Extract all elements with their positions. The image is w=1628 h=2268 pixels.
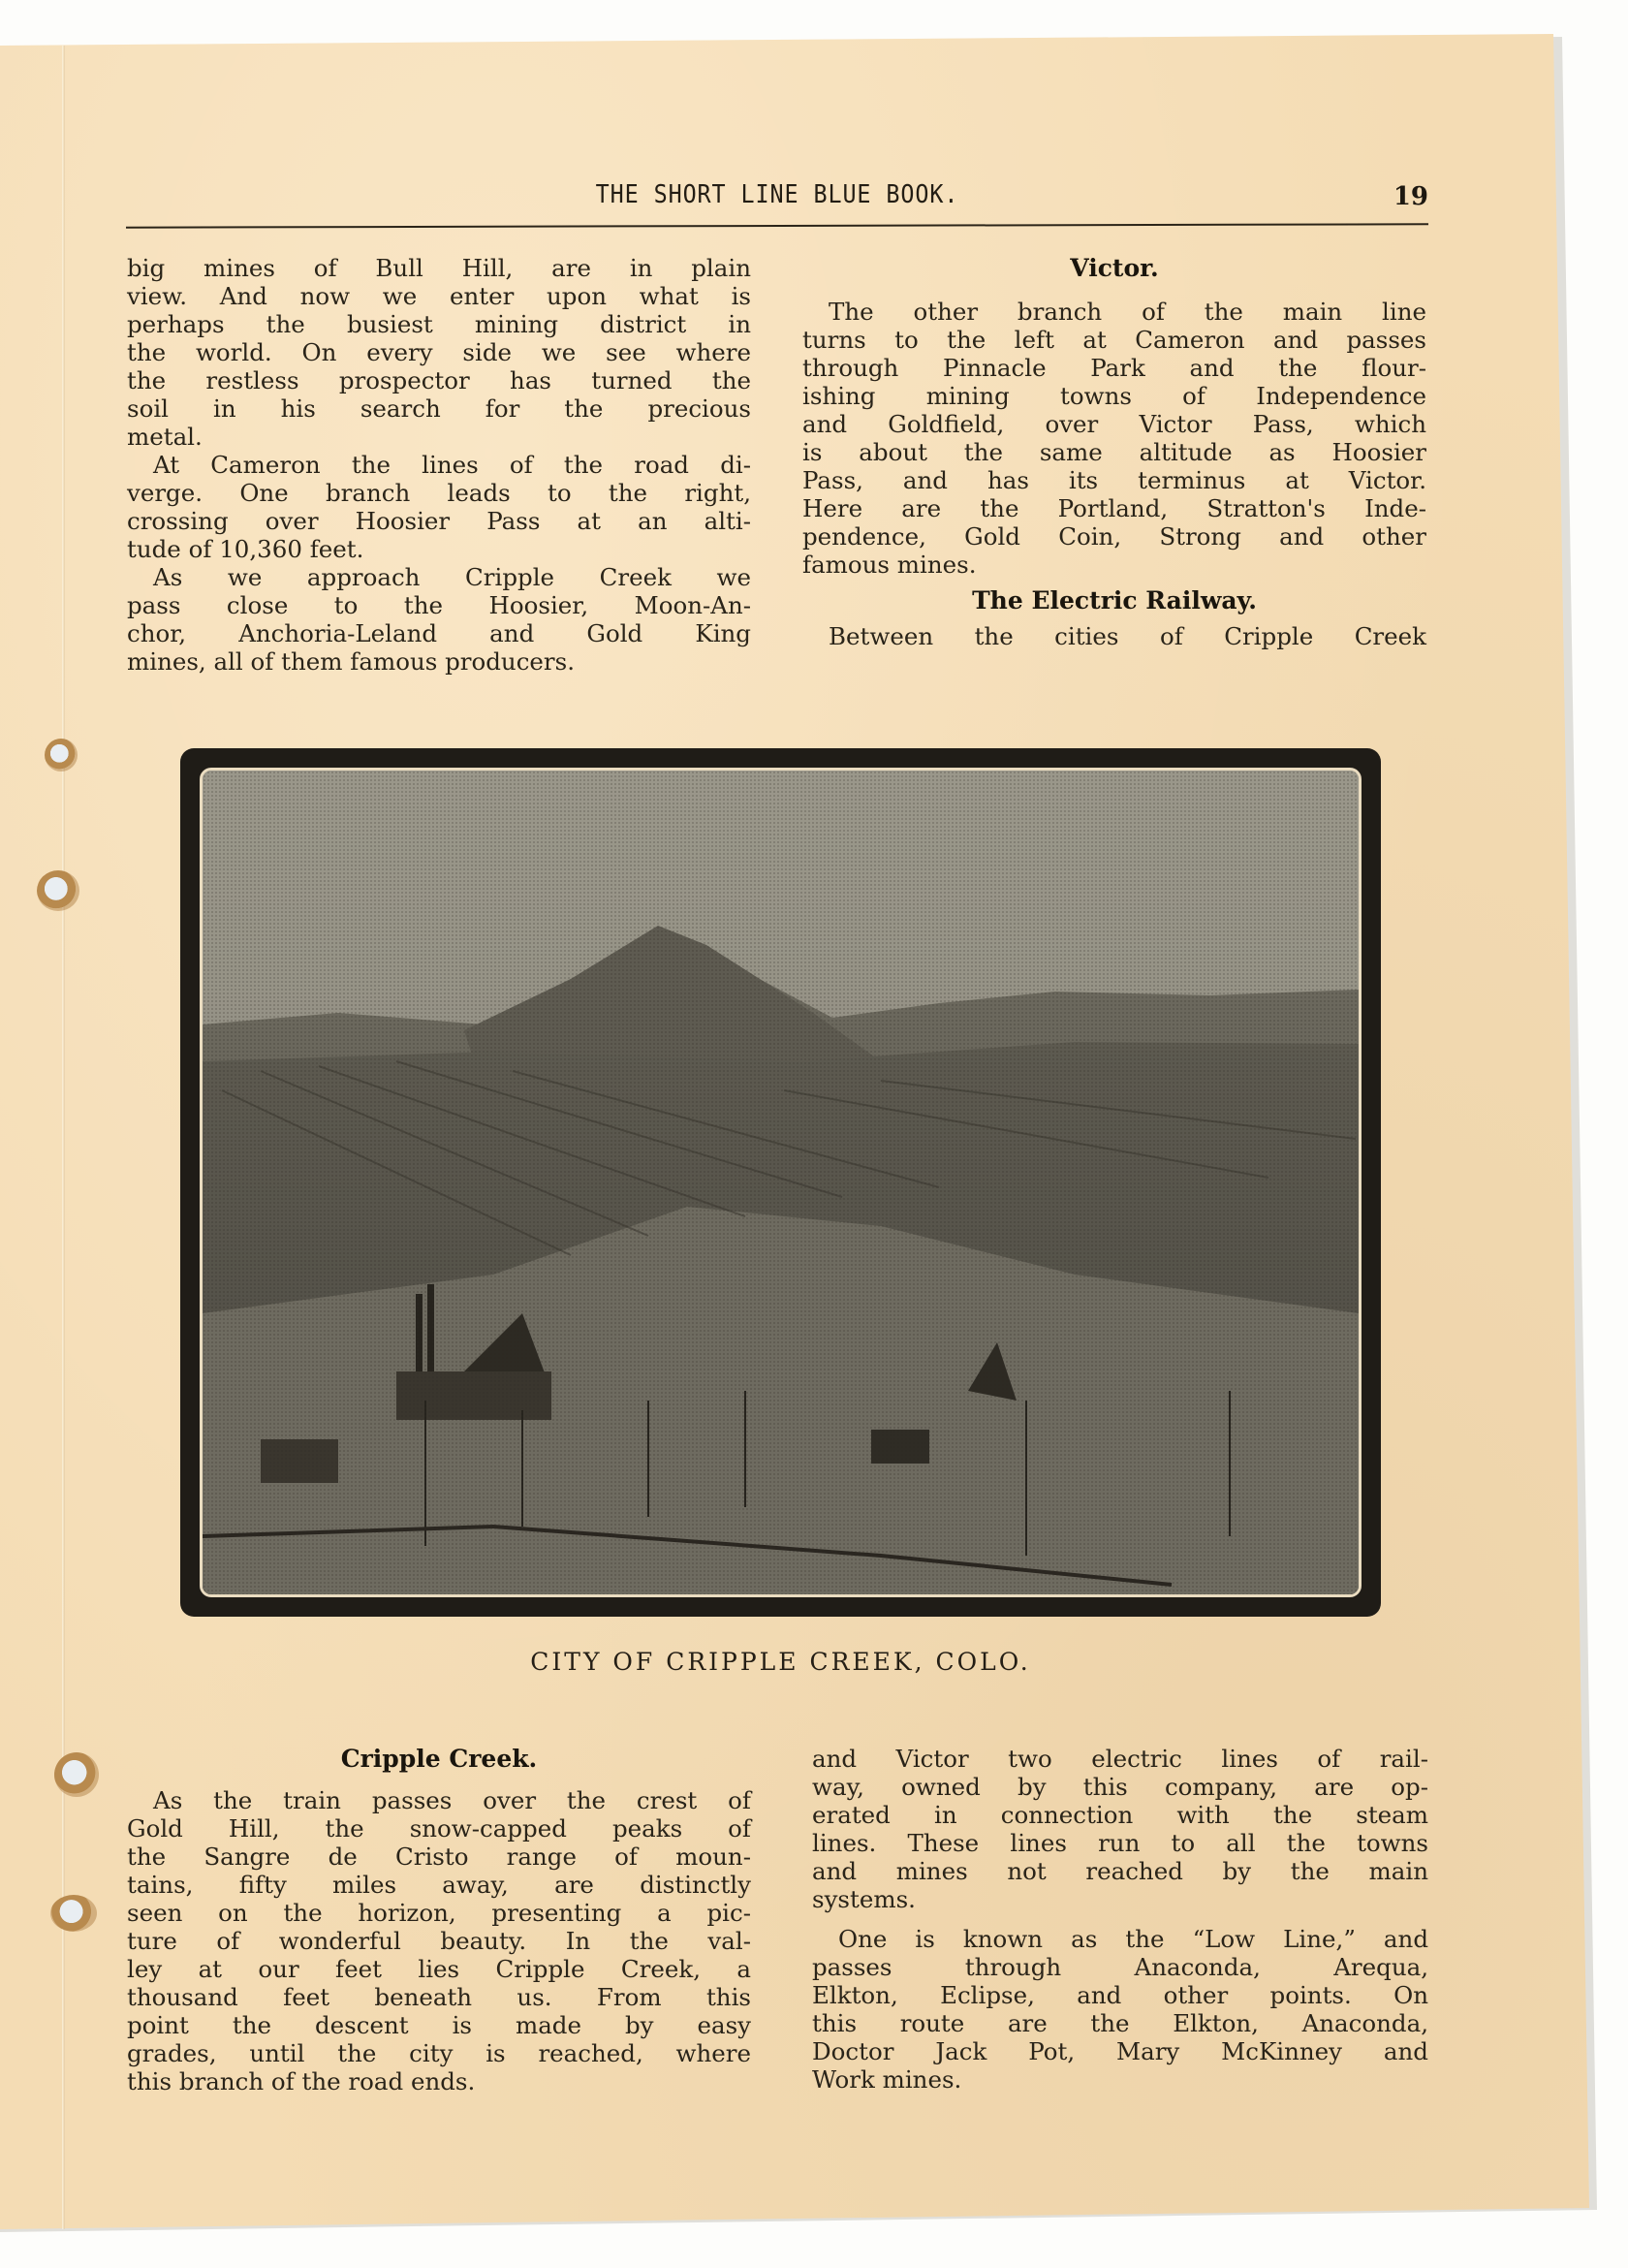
- text-line: and mines not reached by the main: [812, 1857, 1428, 1885]
- text-line: the world. On every side we see where: [127, 338, 751, 366]
- text-line: metal.: [127, 423, 203, 451]
- cripple-creek-photo: [200, 768, 1362, 1597]
- text-line: way, owned by this company, are op-: [812, 1773, 1428, 1801]
- text-line: seen on the horizon, presenting a pic-: [127, 1899, 751, 1927]
- text-line: is about the same altitude as Hoosier: [802, 438, 1426, 466]
- photo-frame: [180, 748, 1381, 1617]
- text-line: ishing mining towns of Independence: [802, 382, 1426, 410]
- text-line: As the train passes over the crest of: [153, 1786, 751, 1814]
- text-line: Doctor Jack Pot, Mary McKinney and: [812, 2037, 1428, 2065]
- text-line: Gold Hill, the snow-capped peaks of: [127, 1814, 751, 1843]
- running-title: THE SHORT LINE BLUE BOOK.: [595, 180, 959, 209]
- spacer: [812, 1913, 1428, 1925]
- text-line: soil in his search for the precious: [127, 394, 751, 423]
- spacer: [127, 1773, 751, 1786]
- text-line: and Goldfield, over Victor Pass, which: [802, 410, 1426, 438]
- text-line: mines, all of them famous producers.: [127, 647, 576, 676]
- landscape-photo-icon: [203, 771, 1359, 1594]
- text-line: The other branch of the main line: [829, 298, 1426, 326]
- section-heading-cripple-creek: Cripple Creek.: [340, 1745, 538, 1773]
- bottom-right-column: [812, 1745, 1428, 2094]
- text-line: point the descent is made by easy: [127, 2011, 751, 2039]
- text-line: As we approach Cripple Creek we: [153, 563, 751, 591]
- binding-hole-icon: [45, 739, 78, 772]
- text-line: famous mines.: [802, 551, 977, 579]
- text-line: turns to the left at Cameron and passes: [802, 326, 1426, 354]
- text-line: passes through Anaconda, Arequa,: [812, 1953, 1428, 1981]
- figure-caption: CITY OF CRIPPLE CREEK, COLO.: [530, 1648, 1031, 1676]
- text-line: and Victor two electric lines of rail-: [812, 1745, 1428, 1773]
- text-line: ture of wonderful beauty. In the val-: [127, 1927, 751, 1955]
- text-line: chor, Anchoria-Leland and Gold King: [127, 619, 751, 647]
- text-line: Work mines.: [812, 2065, 962, 2094]
- spacer: [802, 614, 1426, 622]
- text-line: erated in connection with the steam: [812, 1801, 1428, 1829]
- binding-hole-icon: [50, 1895, 97, 1932]
- text-line: Here are the Portland, Stratton's Inde-: [802, 494, 1426, 522]
- binding-hole-icon: [54, 1752, 99, 1797]
- text-line: lines. These lines run to all the towns: [812, 1829, 1428, 1857]
- text-line: perhaps the busiest mining district in: [127, 310, 751, 338]
- text-line: pendence, Gold Coin, Strong and other: [802, 522, 1426, 551]
- text-line: pass close to the Hoosier, Moon-An-: [127, 591, 751, 619]
- binding-hole-icon: [37, 870, 79, 911]
- text-line: view. And now we enter upon what is: [127, 282, 751, 310]
- text-line: this route are the Elkton, Anaconda,: [812, 2009, 1428, 2037]
- text-line: the restless prospector has turned the: [127, 366, 751, 394]
- text-line: grades, until the city is reached, where: [127, 2039, 751, 2067]
- text-line: through Pinnacle Park and the flour-: [802, 354, 1426, 382]
- text-line: the Sangre de Cristo range of moun-: [127, 1843, 751, 1871]
- top-right-column: [802, 254, 1426, 650]
- text-line: At Cameron the lines of the road di-: [153, 451, 751, 479]
- text-line: big mines of Bull Hill, are in plain: [127, 254, 751, 282]
- text-line: thousand feet beneath us. From this: [127, 1983, 751, 2011]
- spacer: [802, 579, 1426, 586]
- text-line: this branch of the road ends.: [127, 2067, 476, 2095]
- text-line: One is known as the “Low Line,” and: [838, 1925, 1428, 1953]
- text-line: tains, fifty miles away, are distinctly: [127, 1871, 751, 1899]
- spacer: [802, 282, 1426, 298]
- running-head: [126, 180, 1428, 219]
- text-line: systems.: [812, 1885, 916, 1913]
- text-line: Elkton, Eclipse, and other points. On: [812, 1981, 1428, 2009]
- top-left-column: [127, 254, 751, 676]
- bottom-left-column: [127, 1745, 751, 2095]
- text-line: Between the cities of Cripple Creek: [829, 622, 1426, 650]
- text-line: tude of 10,360 feet.: [127, 535, 364, 563]
- section-heading-victor: Victor.: [1070, 254, 1159, 282]
- text-line: verge. One branch leads to the right,: [127, 479, 751, 507]
- page-number: 19: [1393, 182, 1428, 211]
- text-line: Pass, and has its terminus at Victor.: [802, 466, 1426, 494]
- text-line: crossing over Hoosier Pass at an alti-: [127, 507, 751, 535]
- text-line: ley at our feet lies Cripple Creek, a: [127, 1955, 751, 1983]
- section-heading-electric-railway: The Electric Railway.: [972, 586, 1257, 614]
